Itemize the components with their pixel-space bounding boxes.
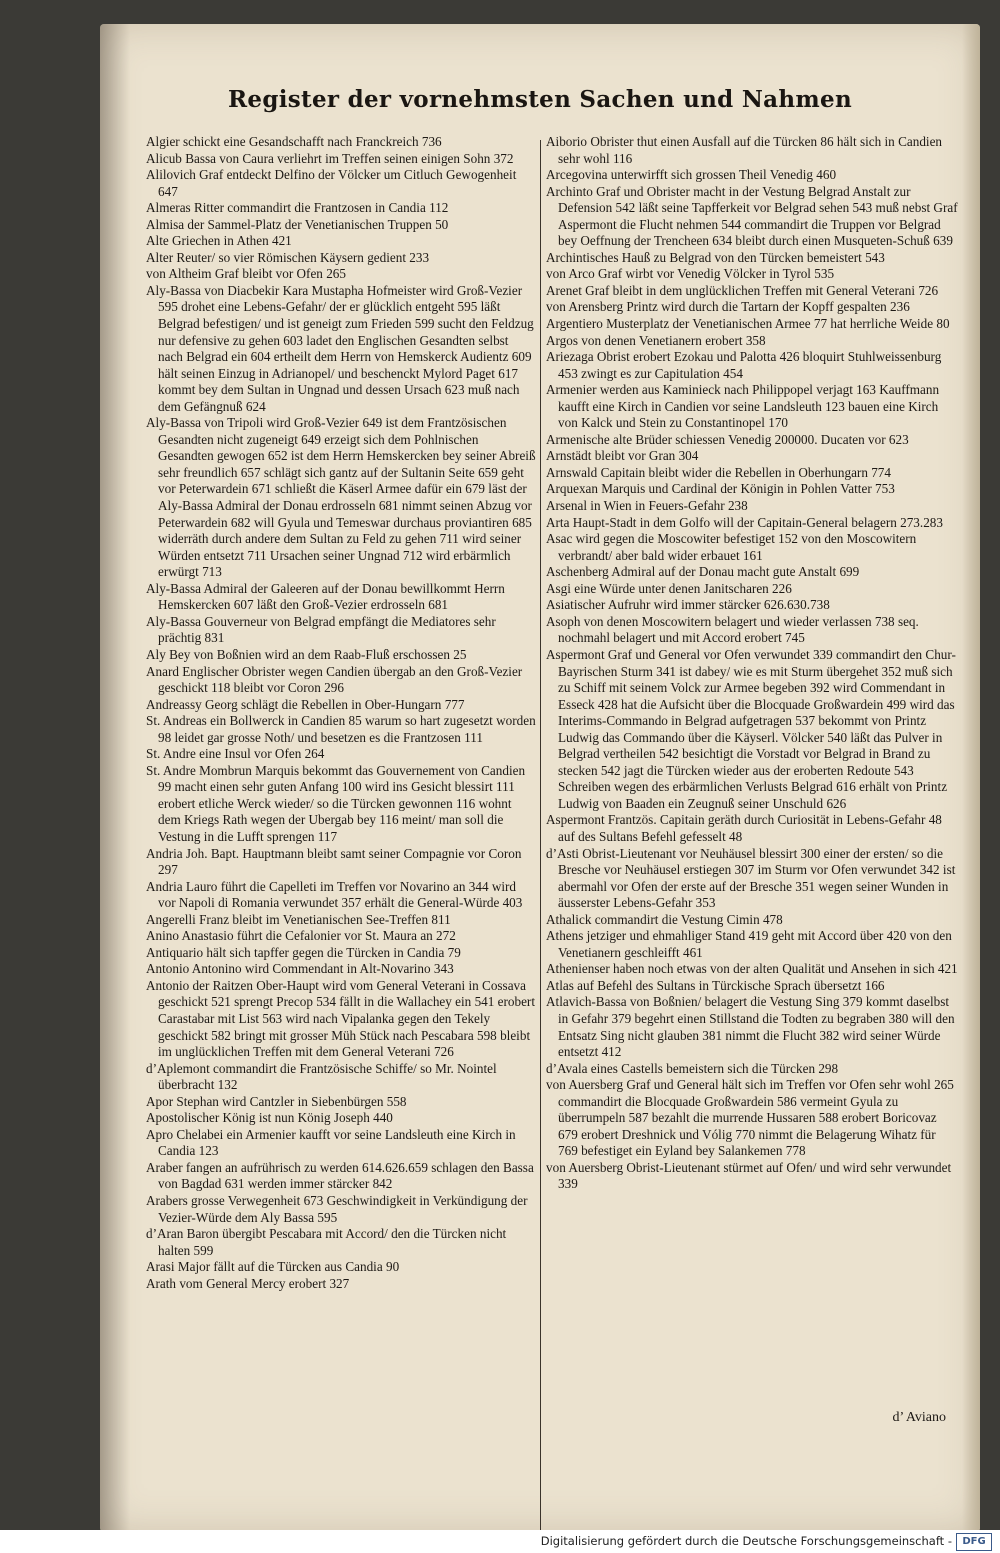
index-entry: Archintisches Hauß zu Belgrad von den Türcken bemeistert 543 xyxy=(546,249,885,265)
index-entry: von Auersberg Graf und General hält sich im Treffen vor Ofen sehr wohl 265 commandirt die Blocquade Großwardein 586 vermeint Gyula zu überrumpeln 587 bezahlt die murrende Hussaren 588 erobert Boricovaz 679 erobert Dreshnick und Vólig 770 nimmt die Belagerung Wihatz für 769 befestiget ein Eyland bey Salankemen 778 xyxy=(546,1077,954,1159)
index-entry: von Arensberg Printz wird durch die Tartarn der Kopff gespalten 236 xyxy=(546,299,910,315)
index-entry: Athenienser haben noch etwas von der alten Qualität und Ansehen in sich 421 xyxy=(546,961,958,977)
index-entry: Alter Reuter/ so vier Römischen Käysern gedient 233 xyxy=(146,249,430,265)
index-entry: Aly-Bassa Gouverneur von Belgrad empfängt die Mediatores sehr prächtig 831 xyxy=(146,613,496,646)
index-entry: Arnstädt bleibt vor Gran 304 xyxy=(546,448,699,464)
page-edge xyxy=(962,24,980,1532)
index-entry: Argos von denen Venetianern erobert 358 xyxy=(546,332,766,348)
page-title: Register der vornehmsten Sachen und Nahmen xyxy=(228,86,852,113)
index-entry: Armenier werden aus Kaminieck nach Philippopel verjagt 163 Kauffmann kaufft eine Kirch in Candien vor seine Landsleuth 123 bauen eine Kirch von Kalck und Stein zu Constantinopel 170 xyxy=(546,382,940,431)
index-entry: Apostolischer König ist nun König Joseph 440 xyxy=(146,1110,393,1126)
index-entry: Asiatischer Aufruhr wird immer stärcker 626.630.738 xyxy=(546,597,830,613)
index-entry: Aly Bey von Boßnien wird an dem Raab-Fluß erschossen 25 xyxy=(146,646,467,662)
index-entry: Anard Englischer Obrister wegen Candien übergab an den Groß-Vezier geschickt 118 bleibt vor Coron 296 xyxy=(146,663,523,696)
dfg-logo: DFG xyxy=(956,1533,992,1551)
index-entry: Athalick commandirt die Vestung Cimin 478 xyxy=(546,911,783,927)
index-entry: Antonio der Raitzen Ober-Haupt wird vom General Veterani in Cossava geschickt 521 sprengt Precop 534 fällt in die Wallachey ein 541 erobert Carastabar mit List 563 wird nach Vipalanka gegen den Tekely geschickt 582 bringt mit grosser Müh Stück nach Pescabara 598 bleibt im unglücklichen Treffen mit dem General Veterani 726 xyxy=(146,977,535,1060)
footer-credit: Digitalisierung gefördert durch die Deutsche Forschungsgemeinschaft - xyxy=(540,1534,952,1548)
index-entry: Asgi eine Würde unter denen Janitscharen 226 xyxy=(546,580,792,596)
index-entry: Almisa der Sammel-Platz der Venetianischen Truppen 50 xyxy=(146,216,449,232)
index-entry: St. Andre eine Insul vor Ofen 264 xyxy=(146,746,325,762)
index-entry: von Altheim Graf bleibt vor Ofen 265 xyxy=(146,266,346,282)
index-entry: St. Andre Mombrun Marquis bekommt das Gouvernement von Candien 99 macht einen sehr guten Anfang 100 wird ins Gesicht blessirt 111 erobert etliche Werck wieder/ so die Türcken gewonnen 116 wohnt dem Kriegs Rath wegen der Ubergab bey 116 meint/ man soll die Vestung in die Lufft sprengen 117 xyxy=(146,762,526,844)
index-entry: Arasi Major fällt auf die Türcken aus Candia 90 xyxy=(146,1259,400,1275)
index-entry: von Auersberg Obrist-Lieutenant stürmet auf Ofen/ und wird sehr verwundet 339 xyxy=(546,1159,952,1192)
index-entry: Aly-Bassa von Tripoli wird Groß-Vezier 649 ist dem Frantzösischen Gesandten nicht zugeneigt 649 erzeigt sich dem Pohlnischen Gesandten gewogen 652 ist dem Herrn Hemskercken bey seiner Abreiß sehr freundlich 657 schlägt sich gantz auf der Sultanin Seite 659 geht vor Peterwardein 671 schließt die Käserl Armee dafür ein 679 läst der Aly-Bassa Admiral der Donau erdrosseln 681 nimmt seinen Abzug vor Peterwardein 682 will Gyula und Temeswar durchaus proviantiren 685 widerräth durch andere dem Sultan zu Feld zu gehen 711 wird seiner Würden entsetzt 711 Ursachen seiner Ungnad 712 wird erbärmlich erwürgt 713 xyxy=(146,415,536,580)
index-entry: St. Andreas ein Bollwerck in Candien 85 warum so hart zugesetzt worden 98 leidet gar grosse Noth/ und besetzen es die Frantzosen 111 xyxy=(146,713,536,745)
index-entry: Aly-Bassa von Diacbekir Kara Mustapha Hofmeister wird Groß-Vezier 595 drohet eine Lebens-Gefahr/ der er glücklich entgeht 595 läßt Belgrad befestigen/ und ist geneigt zum Frieden 599 sucht den Feldzug nur defensive zu gehen 603 ladet den Englischen Gesandten selbst nach Belgrad ein 604 ertheilt dem Herrn von Hemskerck Audientz 609 hält seinen Einzug in Adrianopel/ und beschenckt Mylord Paget 617 kommt bey dem Sultan in Ungnad und dessen Ursach 623 muß nach dem Gefängnuß 624 xyxy=(146,282,534,414)
index-entry: Atlas auf Befehl des Sultans in Türckische Sprach übersetzt 166 xyxy=(546,977,885,993)
index-entry: Andria Joh. Bapt. Hauptmann bleibt samt seiner Compagnie vor Coron 297 xyxy=(146,845,522,878)
index-column-left xyxy=(146,134,536,1292)
index-entry: d’Aplemont commandirt die Frantzösische Schiffe/ so Mr. Nointel überbracht 132 xyxy=(146,1060,497,1093)
index-column-right xyxy=(546,134,958,1193)
index-entry: Anino Anastasio führt die Cefalonier vor St. Maura an 272 xyxy=(146,928,456,944)
index-entry: Arcegovina unterwirfft sich grossen Theil Venedig 460 xyxy=(546,167,837,183)
footer-bar xyxy=(0,1530,1000,1553)
index-entry: Arsenal in Wien in Feuers-Gefahr 238 xyxy=(546,498,748,514)
index-entry: Antiquario hält sich tapffer gegen die Türcken in Candia 79 xyxy=(146,944,461,960)
index-entry: d’Aran Baron übergibt Pescabara mit Accord/ den die Türcken nicht halten 599 xyxy=(146,1226,507,1258)
index-entry: Atlavich-Bassa von Boßnien/ belagert die Vestung Sing 379 kommt daselbst in Gefahr 379 begehrt einen Stillstand die Todten zu begraben 380 will den Entsatz Sing nicht glauben 381 nimmt die Flucht 382 wird seiner Würde entsetzt 412 xyxy=(546,994,955,1060)
index-entry: Aiborio Obrister thut einen Ausfall auf die Türcken 86 hält sich in Candien sehr wohl 116 xyxy=(546,134,943,166)
index-entry: Alte Griechen in Athen 421 xyxy=(146,233,292,249)
index-entry: Andria Lauro führt die Capelleti im Treffen vor Novarino an 344 wird vor Napoli di Romania verwundet 357 erhält die General-Würde 403 xyxy=(146,878,523,911)
index-entry: Archinto Graf und Obrister macht in der Vestung Belgrad Anstalt zur Defension 542 läßt seine Tapfferkeit vor Belgrad sehen 543 muß nebst Graf Aspermont die Flucht nehmen 544 commandirt die Truppen vor Belgrad bey Oeffnung der Trencheen 634 bleibt durch einen Musqueten-Schuß 639 xyxy=(546,183,958,249)
index-entry: Araber fangen an aufrührisch zu werden 614.626.659 schlagen den Bassa von Bagdad 631 werden immer stärcker 842 xyxy=(146,1159,534,1192)
index-entry: Antonio Antonino wird Commendant in Alt-Novarino 343 xyxy=(146,961,454,977)
index-entry: Algier schickt eine Gesandschafft nach Franckreich 736 xyxy=(146,134,442,149)
index-entry: d’Asti Obrist-Lieutenant vor Neuhäusel blessirt 300 einer der ersten/ so die Bresche vor Neuhäusel erstiegen 307 im Sturm vor Ofen verwundet 342 ist abermahl vor Ofen der erste auf der Bresche 351 wegen seiner Wunden in äusserster Lebens-Gefahr 353 xyxy=(546,845,956,911)
index-entry: Alilovich Graf entdeckt Delfino der Völcker um Citluch Gewogenheit 647 xyxy=(146,167,517,199)
index-entry: Aspermont Frantzös. Capitain geräth durch Curiosität in Lebens-Gefahr 48 auf des Sultans Befehl gefesselt 48 xyxy=(546,812,942,844)
index-entry: Armenische alte Brüder schiessen Venedig 200000. Ducaten vor 623 xyxy=(546,431,909,447)
catchword: d’ Aviano xyxy=(892,1410,946,1425)
index-entry: Ariezaga Obrist erobert Ezokau und Palotta 426 bloquirt Stuhlweissenburg 453 zwingt es zur Capitulation 454 xyxy=(546,349,942,381)
index-entry: Arenet Graf bleibt in dem unglücklichen Treffen mit General Veterani 726 xyxy=(546,282,939,298)
index-entry: Aschenberg Admiral auf der Donau macht gute Anstalt 699 xyxy=(546,564,860,580)
index-entry: Asac wird gegen die Moscowiter befestiget 152 von den Moscowitern verbrandt/ aber bald wider erbauet 161 xyxy=(546,531,917,563)
index-entry: Argentiero Musterplatz der Venetianischen Armee 77 hat herrliche Weide 80 xyxy=(546,316,950,332)
index-entry: Apro Chelabei ein Armenier kaufft vor seine Landsleuth eine Kirch in Candia 123 xyxy=(146,1126,516,1159)
index-entry: Arnswald Capitain bleibt wider die Rebellen in Oberhungarn 774 xyxy=(546,464,891,480)
spine-shadow xyxy=(100,24,130,1532)
index-entry: Arabers grosse Verwegenheit 673 Geschwindigkeit in Verkündigung der Vezier-Würde dem Aly Bassa 595 xyxy=(146,1193,528,1225)
index-entry: Asoph von denen Moscowitern belagert und wieder verlassen 738 seq. nochmahl belagert und mit Accord erobert 745 xyxy=(546,613,919,646)
index-entry: Andreassy Georg schlägt die Rebellen in Ober-Hungarn 777 xyxy=(146,696,465,712)
index-entry: von Arco Graf wirbt vor Venedig Völcker in Tyrol 535 xyxy=(546,266,835,282)
index-entry: Arquexan Marquis und Cardinal der Königin in Pohlen Vatter 753 xyxy=(546,481,895,497)
index-entry: Apor Stephan wird Cantzler in Siebenbürgen 558 xyxy=(146,1093,407,1109)
index-entry: Angerelli Franz bleibt im Venetianischen See-Treffen 811 xyxy=(146,911,451,927)
index-entry: Arta Haupt-Stadt in dem Golfo will der Capitain-General belagern 273.283 xyxy=(546,514,943,530)
index-entry: Aspermont Graf und General vor Ofen verwundet 339 commandirt den Chur-Bayrischen Sturm 341 ist dabey/ wie es mit Sturm übergehet 352 muß sich zu Schiff mit seinem Volck zur Armee begeben 392 wird Commendant in Esseck 428 hat die Aufsicht über die Blocquade Großwardein 499 wird das Interims-Commando in Belgrad aufgetragen 537 bekommt von Printz Ludwig das Commando über die Käyserl. Völcker 540 läßt das Pulver in Belgrad vertheilen 542 besichtigt die Vorstadt vor Belgrad in Brand zu stecken 542 jagt die Türcken wieder aus der eroberten Redoute 543 Schreiben wegen des erbärmlichen Verlusts Belgrad 616 erhält von Printz Ludwig von Baaden ein Zeugnuß seiner Unschuld 626 xyxy=(546,646,956,811)
index-entry: Athens jetziger und ehmahliger Stand 419 geht mit Accord über 420 von den Venetianern geschleifft 461 xyxy=(546,928,952,960)
index-entry: d’Avala eines Castells bemeistern sich die Türcken 298 xyxy=(546,1060,839,1076)
index-entry: Alicub Bassa von Caura verliehrt im Treffen seinen einigen Sohn 372 xyxy=(146,150,514,166)
index-entry: Arath vom General Mercy erobert 327 xyxy=(146,1275,350,1291)
index-entry: Aly-Bassa Admiral der Galeeren auf der Donau bewillkommt Herrn Hemskercken 607 läßt den Groß-Vezier erdrosseln 681 xyxy=(146,580,505,613)
index-entry: Almeras Ritter commandirt die Frantzosen in Candia 112 xyxy=(146,200,449,216)
book-page xyxy=(100,24,980,1532)
column-rule xyxy=(540,140,541,1532)
